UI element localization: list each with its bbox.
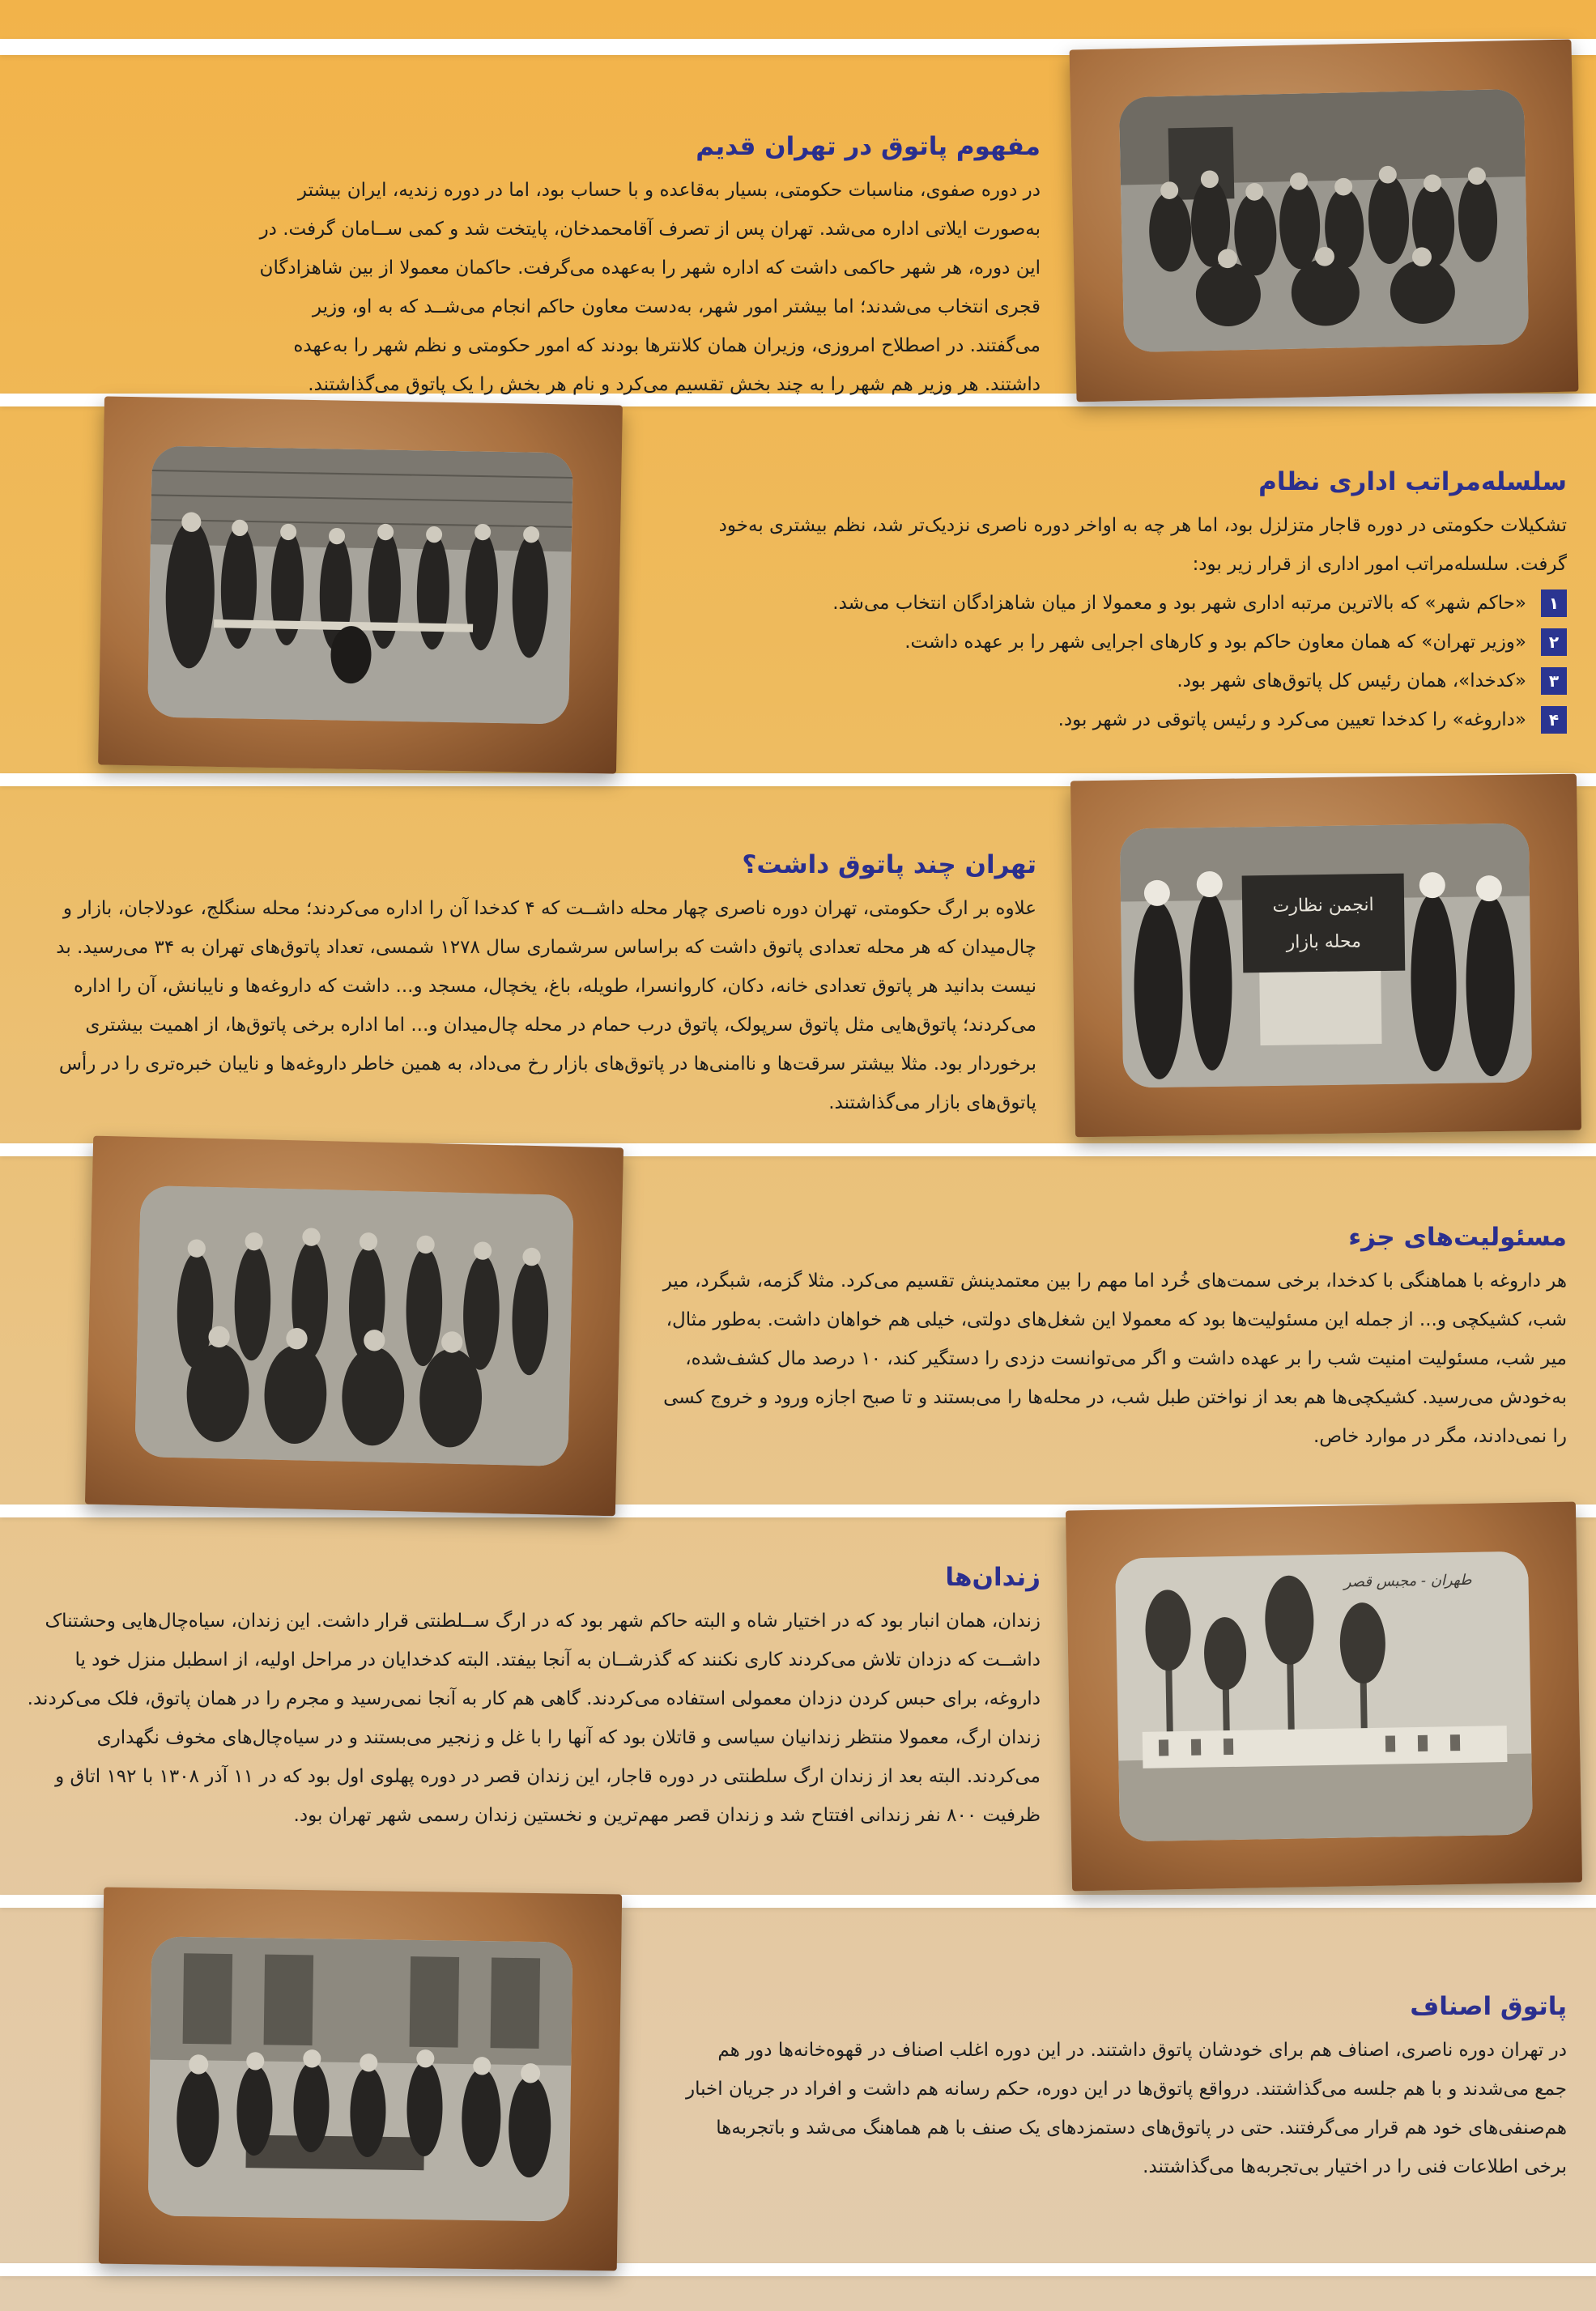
punishment-photo (147, 445, 573, 724)
photo-frame-prisoners (85, 1136, 624, 1517)
photo-frame-bazaar-council (1070, 774, 1581, 1138)
list-number-badge: ۳ (1541, 667, 1567, 695)
section-title: مفهوم پاتوق در تهران قدیم (696, 132, 1041, 161)
section-body: زندان، همان انبار بود که در اختیار شاه و البته حاکم شهر بود که در ارگ ســلطنتی قرار داشت. این زندان، سیاه‌چال‌هایی وحشتناک داشــت که دزدان تلاش می‌کردند کاری نکنند که گذرشــان به آنجا بیفتد. البته کدخدایان در مراحل اولیه، از اسطبل منزل خود یا داروغه، برای حبس کردن دزدان معمولی استفاده می‌کردند. گاهی هم کار به آنجا نمی‌رسید و مجرم را در همان پاتوق، فلک می‌کردند. زندان ارگ، معمولا منتظر زندانیان سیاسی و قاتلان بود که آنها را با غل و زنجیر می‌بستند و در سیاه‌چال‌های مخوف نگهداری می‌کردند. البته بعد از زندان ارگ سلطنتی در دوره قاجار، این زندان قصر در دوره پهلوی اول بود که در ۱۱ آذر ۱۳۰۸ با ۱۹۲ اتاق و ظرفیت ۸۰۰ نفر زندانی افتتاح شد و زندان قصر مهم‌ترین و نخستین زندان رسمی شهر تهران بود. (27, 1610, 1041, 1826)
photo-frame-coffeehouse (99, 1888, 622, 2271)
photo-frame-group-portrait (1070, 40, 1579, 402)
bazaar-council-photo (1120, 823, 1532, 1087)
section-prisons (24, 1559, 1041, 1835)
section-title: سلسله‌مراتب اداری نظام (1258, 467, 1567, 496)
section-title: تهران چند پاتوق داشت؟ (742, 850, 1036, 879)
list-item (688, 623, 1567, 662)
section-title: مسئولیت‌های جزء (1348, 1223, 1567, 1252)
section-body: علاوه بر ارگ حکومتی، تهران دوره ناصری چهار محله داشــت که ۴ کدخدا آن را اداره می‌کردند؛ محله سنگلج، عودلاجان، بازار و چال‌میدان که هر محله تعدادی پاتوق داشت که براساس سرشماری سال ۱۲۷۸ شمسی، تعداد پاتوق‌های تهران به ۳۴ می‌رسید. بد نیست بدانید هر پاتوق تعدادی خانه، دکان، کاروانسرا، طویله، باغ، یخچال، مسجد و... داشت که داروغه‌ها و نایبانش، آن را اداره می‌کردند؛ پاتوق‌هایی مثل پاتوق سرپولک، پاتوق درب حمام در محله چال‌میدان و... اما اداره برخی پاتوق‌ها، از اهمیت بیشتری برخوردار بود. مثلا بیشتر سرقت‌ها و ناامنی‌ها در پاتوق‌های بازار رخ می‌داد، به همین خاطر داروغه‌ها و نایبان خبره‌تری را در رأس پاتوق‌های بازار می‌گذاشتند. (56, 897, 1036, 1113)
banner-line-2: محله بازار (1286, 931, 1362, 953)
hierarchy-list (688, 584, 1567, 739)
section-title: زندان‌ها (945, 1563, 1041, 1592)
section-body: تشکیلات حکومتی در دوره قاجار متزلزل بود، اما هر چه به اواخر دوره ناصری نزدیک‌تر شد، نظم بیشتری به‌خود گرفت. سلسله‌مراتب امور اداری از قرار زیر بود: (718, 514, 1567, 575)
list-item (688, 662, 1567, 700)
section-body: هر داروغه با هماهنگی با کدخدا، برخی سمت‌های خُرد اما مهم را بین معتمدینش تقسیم می‌کرد. مثلا گزمه، شبگرد، میر شب، کشیکچی و... از جمله این مسئولیت‌ها بود که معمولا این شغل‌های دولتی، خیلی هم خواهان داشت. به‌طور مثال، میر شب، مسئولیت امنیت شب را بر عهده داشت و اگر می‌توانست دزدی را دستگیر کند، ۱۰ درصد مال کشف‌شده، به‌خودش می‌رسید. کشیکچی‌ها هم بعد از نواختن طبل شب، در محله‌ها را می‌بستند و تا صبح اجازه ورود و خروج کسی را نمی‌دادند، مگر در موارد خاص. (662, 1270, 1567, 1447)
list-item-text: «کدخدا»، همان رئیس کل پاتوق‌های شهر بود. (1177, 670, 1526, 692)
section-minor-duties (648, 1219, 1567, 1456)
group-portrait-photo (1119, 89, 1529, 352)
section-guild-patoq (680, 1988, 1567, 2186)
list-item (688, 700, 1567, 739)
list-item-text: «وزیر تهران» که همان معاون حاکم بود و کارهای اجرایی شهر را بر عهده داشت. (904, 631, 1526, 653)
list-item (688, 584, 1567, 623)
postcard-caption: طهران - مجبس قصر (1343, 1571, 1472, 1591)
list-item-text: «داروغه» را کدخدا تعیین می‌کرد و رئیس پاتوقی در شهر بود. (1058, 709, 1526, 730)
photo-frame-punishment (98, 396, 623, 773)
section-how-many-patoqs (20, 846, 1036, 1122)
coffeehouse-photo (148, 1936, 573, 2221)
prisoners-photo (134, 1185, 573, 1466)
section-body: در دوره صفوی، مناسبات حکومتی، بسیار به‌قاعده و با حساب بود، اما در دوره زندیه، ایران بیشتر به‌صورت ایلاتی اداره می‌شد. تهران پس از تصرف آقامحمدخان، پایتخت شد و کمی ســامان گرفت. در این دوره، هر شهر حاکمی داشت که اداره شهر را به‌عهده می‌گرفت. حاکمان معمولا از بین شاهزادگان قجری انتخاب می‌شدند؛ اما بیشتر امور شهر، به‌دست معاون حاکم انجام می‌شــد که به او، وزیر می‌گفتند. در اصطلاح امروزی، وزیران همان کلانترها بودند که امور حکومتی و نظم شهر را به‌عهده داشتند. هر وزیر هم شهر را به چند بخش تقسیم می‌کرد و نام هر بخش را یک پاتوق می‌گذاشتند. (259, 179, 1041, 395)
banner-line-1: انجمن نظارت (1272, 895, 1374, 917)
list-number-badge: ۱ (1541, 589, 1567, 617)
qasr-prison-photo (1115, 1551, 1533, 1842)
list-number-badge: ۲ (1541, 628, 1567, 656)
section-body: در تهران دوره ناصری، اصناف هم برای خودشان پاتوق داشتند. در این دوره اغلب اصناف در قهوه‌خانه‌ها دور هم جمع می‌شدند و با هم جلسه می‌گذاشتند. درواقع پاتوق‌ها در این دوره، حکم رسانه هم داشت و افراد در جریان اخبار هم‌صنفی‌های خود هم قرار می‌گرفتند. حتی در پاتوق‌های دستمزدهای یک صنف با هم هماهنگ می‌شد و باتجربه‌ها برخی اطلاعات فنی را در اختیار بی‌تجربه‌ها می‌گذاشتند. (686, 2039, 1567, 2177)
section-title: پاتوق اصناف (1410, 1992, 1567, 2021)
section-patoq-concept (243, 128, 1041, 404)
list-number-badge: ۴ (1541, 706, 1567, 734)
photo-frame-qasr-prison (1066, 1502, 1582, 1892)
section-admin-hierarchy (688, 463, 1567, 739)
list-item-text: «حاکم شهر» که بالاترین مرتبه اداری شهر بود و معمولا از میان شاهزادگان انتخاب می‌شد. (832, 592, 1526, 614)
